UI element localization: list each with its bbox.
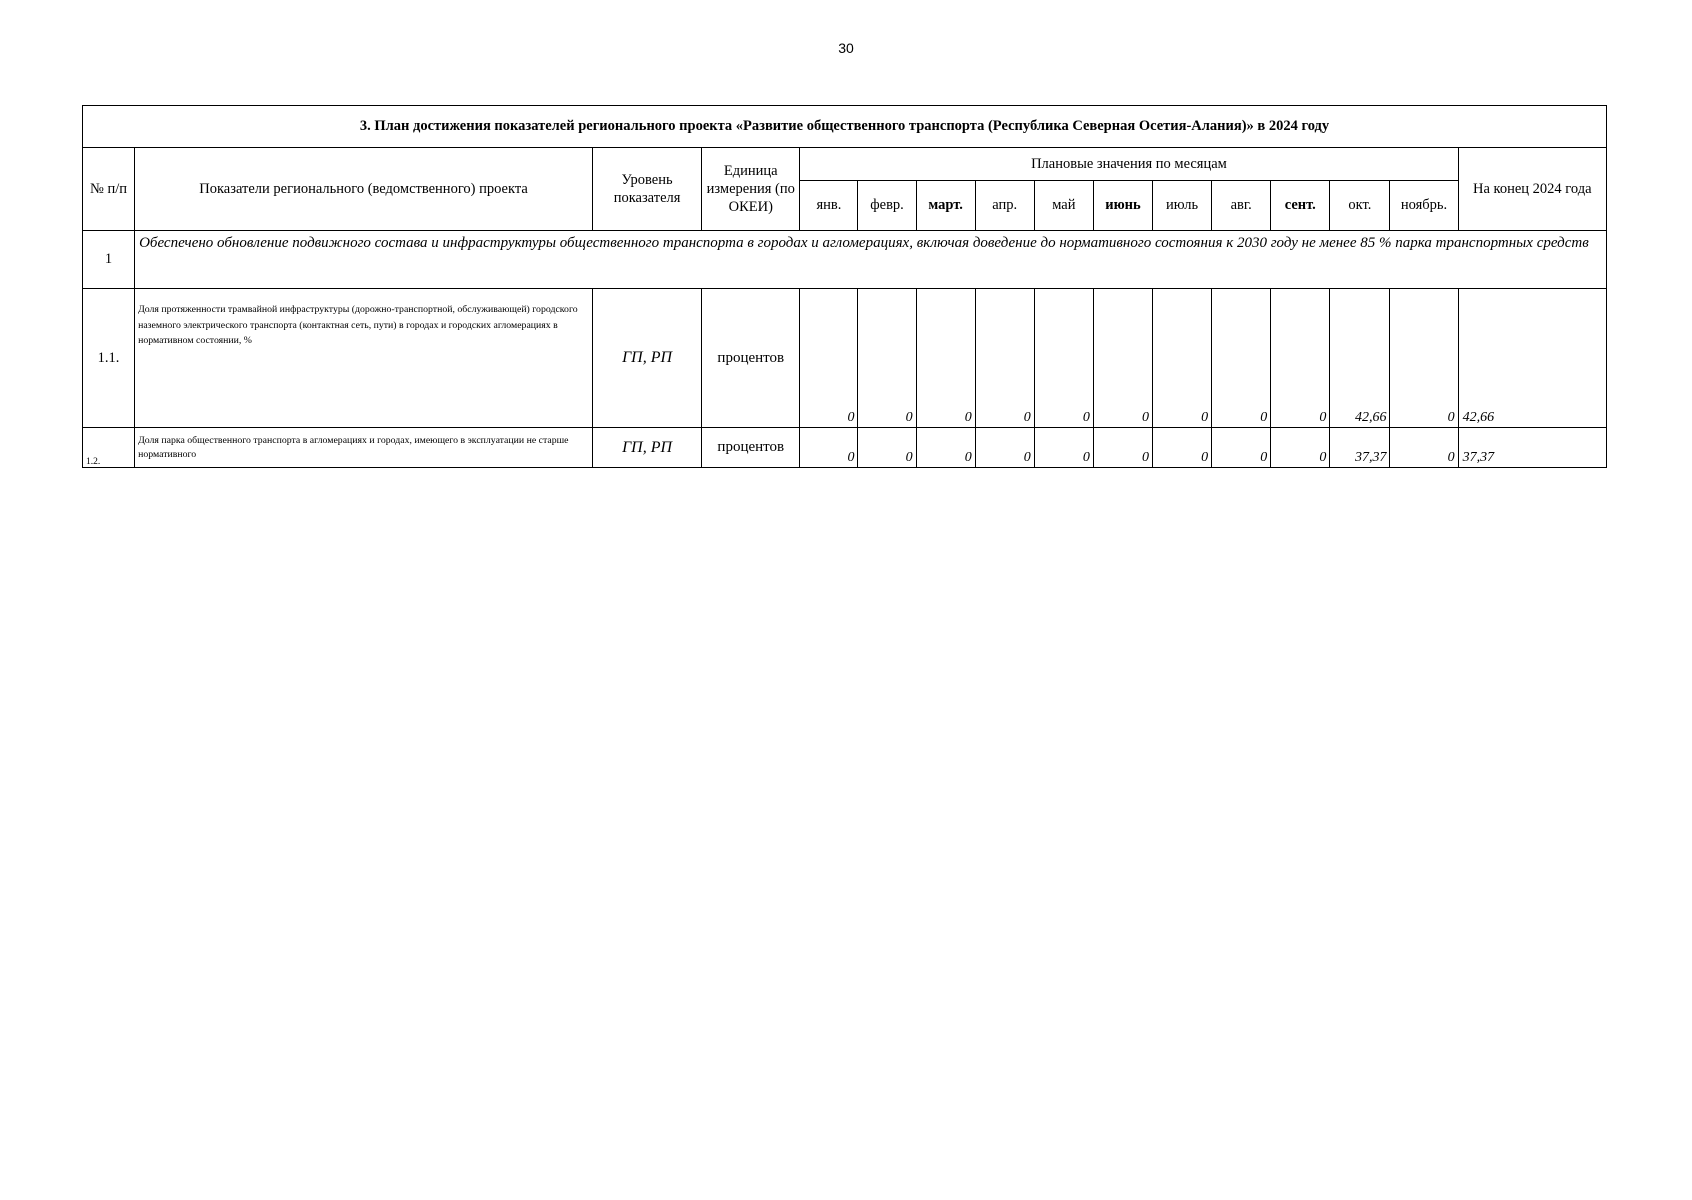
month-value: 42,66: [1330, 289, 1390, 428]
month-value: 0: [916, 289, 975, 428]
end-of-year-value: 42,66: [1458, 289, 1606, 428]
indicator-name: Доля протяженности трамвайной инфраструктуры (дорожно-транспортной, обслуживающей) городского наземного электрического транспорта (контактная сеть, пути) в городах и городских агломерациях в нормативном состоянии, %: [135, 289, 593, 428]
month-header: сент.: [1271, 181, 1330, 231]
month-value: 0: [1093, 289, 1152, 428]
end-of-year-value: 37,37: [1458, 428, 1606, 468]
month-value: 0: [1034, 289, 1093, 428]
month-value: 0: [1093, 428, 1152, 468]
month-value: 0: [975, 289, 1034, 428]
month-header: окт.: [1330, 181, 1390, 231]
page-number: 30: [838, 40, 854, 56]
row-number: 1.2.: [83, 428, 135, 468]
month-header: февр.: [858, 181, 916, 231]
month-value: 0: [1212, 428, 1271, 468]
month-value: 0: [1271, 289, 1330, 428]
month-header: июнь: [1093, 181, 1152, 231]
header-num: № п/п: [83, 148, 135, 231]
month-value: 0: [800, 428, 858, 468]
month-header: июль: [1153, 181, 1212, 231]
month-value: 0: [916, 428, 975, 468]
month-value: 0: [1271, 428, 1330, 468]
month-header: авг.: [1212, 181, 1271, 231]
month-header: май: [1034, 181, 1093, 231]
month-header: янв.: [800, 181, 858, 231]
header-level: Уровень показателя: [592, 148, 701, 231]
section-title: Обеспечено обновление подвижного состава и инфраструктуры общественного транспорта в городах и агломерациях, включая доведение до нормативного состояния к 2030 году не менее 85 % парка транспортных средств: [135, 231, 1607, 289]
header-indicator: Показатели регионального (ведомственного) проекта: [135, 148, 593, 231]
month-value: 0: [858, 289, 916, 428]
header-unit: Единица измерения (по ОКЕИ): [702, 148, 800, 231]
indicator-level: ГП, РП: [592, 428, 701, 468]
month-header: март.: [916, 181, 975, 231]
month-value: 0: [1034, 428, 1093, 468]
month-value: 37,37: [1330, 428, 1390, 468]
section-number: 1: [83, 231, 135, 289]
indicator-name: Доля парка общественного транспорта в агломерациях и городах, имеющего в эксплуатации не старше нормативного: [135, 428, 593, 468]
table-row: [83, 428, 1607, 468]
month-value: 0: [800, 289, 858, 428]
plan-table: [82, 105, 1607, 468]
indicator-unit: процентов: [702, 428, 800, 468]
month-value: 0: [975, 428, 1034, 468]
month-header: ноябрь.: [1390, 181, 1458, 231]
month-value: 0: [1153, 289, 1212, 428]
month-value: 0: [1390, 428, 1458, 468]
month-value: 0: [1390, 289, 1458, 428]
indicator-unit: процентов: [702, 289, 800, 428]
header-end-of-year: На конец 2024 года: [1458, 148, 1606, 231]
month-header: апр.: [975, 181, 1034, 231]
header-planned: Плановые значения по месяцам: [800, 148, 1458, 181]
row-number: 1.1.: [83, 289, 135, 428]
table-title: 3. План достижения показателей регионального проекта «Развитие общественного транспорта (Республика Северная Осетия-Алания)» в 2024 году: [83, 106, 1607, 148]
month-value: 0: [1153, 428, 1212, 468]
indicator-level: ГП, РП: [592, 289, 701, 428]
month-value: 0: [858, 428, 916, 468]
table-row: [83, 289, 1607, 428]
month-value: 0: [1212, 289, 1271, 428]
